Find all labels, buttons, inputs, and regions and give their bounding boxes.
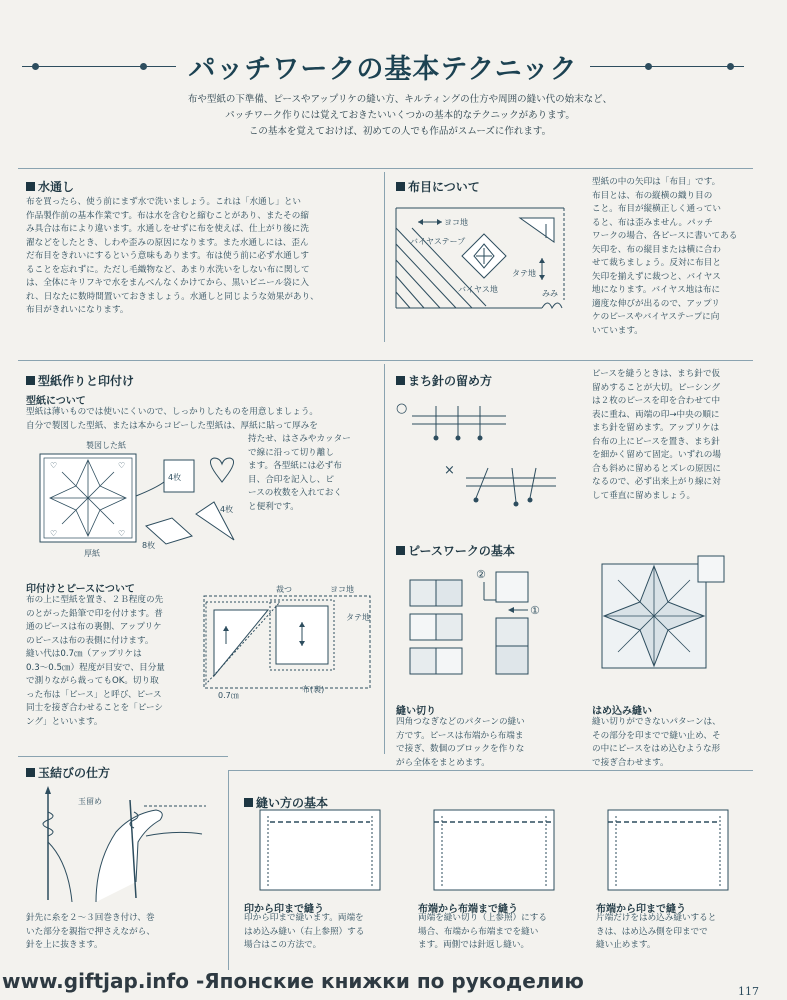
pattern-label-4b: 4枚 xyxy=(220,505,234,514)
divider-low-left xyxy=(18,756,228,757)
nunome-text: 型紙の中の矢印は「布目」です。 布目とは、布の縦横の織り目の こと。布目が縦横正しく通ってい ると、布は歪みません。パッチ ワークの場合、各ピースに書いてある 矢印を、布の縦目または横に合わ せて裁ちましょう。反対に布目と 矢印を揃えずに裁つと、バイヤス 地になります。バイヤス地は布に 適度な伸びが出るので、アップリ ケのピースやバイヤステープに向 いています。 xyxy=(592,177,738,336)
grain-label-tate: タテ地 xyxy=(512,269,536,278)
machibari-text: ピースを縫うときは、まち針で仮 留めすることが大切。ピーシング は２枚のピースを印を合わせて中 表に重ね、両端の印→中央の順に まち針を留めます。アップリケは 台布の上にピースを置き、まち針 を細かく留めて固定。いずれの場 合も斜めに留めるとズレの原因に なるので、必ず出来上がり線に対 して垂直に留めましょう。 xyxy=(592,369,721,501)
sewing-figure-2 xyxy=(418,808,558,894)
nuikata-item1-text: 印から印まで縫います。両端を はめ込み縫い（右上参照）する 場合はこの方法で。 xyxy=(244,913,365,950)
pattern-label-4a: 4枚 xyxy=(168,473,182,482)
marking-label-yoko: ヨコ地 xyxy=(330,585,354,594)
title-rule-left xyxy=(22,66,176,67)
piecework-sub1: 縫い切り xyxy=(396,706,436,717)
divider-v2 xyxy=(384,364,385,754)
piecework-step2: ② xyxy=(476,568,486,581)
svg-text:♡: ♡ xyxy=(50,461,58,470)
nuikata-item2-text: 両端を縫い切り（上参照）にする 場合、布端から布端までを縫い ます。両側では針返し縫い。 xyxy=(418,913,547,950)
piecework-text2: 縫い切りができないパターンは、 その部分を印までで縫い止め、そ の中にピースをはめ込むような形 で接ぎ合わせます。 xyxy=(592,717,721,768)
mizutoshi-text: 布を買ったら、使う前にまず水で洗いましょう。これは「水通し」とい 作品製作前の基本作業です。布は水を含むと縮むことがあり、またその縮 み具合は布により違います。水通しをせずに布を使えば、仕上がり後に洗 濯などをしたとき、しわや歪みの原因になります。また水通しには、歪ん だ布目をきれいにするという意味もあります。布は使う前に必ず水通しす ることを忘れずに。ただし毛織物など、あまり水洗いをしない布に関して は、全体にキリフキで水をまんべんなくかけてから、黒いビニール袋に入 れ、日なたに数時間置いておきましょう。水通しと同じような効果があり、 布目がきれいになります。 xyxy=(26,197,319,315)
divider-v1 xyxy=(384,172,385,342)
sewing-figure-1 xyxy=(244,808,384,894)
marking-label-tatsu: 裁つ xyxy=(276,585,292,594)
marking-label-ura: 布(裏) xyxy=(302,685,325,694)
pattern-label-atsugami: 厚紙 xyxy=(84,549,100,558)
nuikata-item1-title: 印から印まで縫う xyxy=(244,904,324,915)
nuikata-item3-text: 片端だけをはめ込み縫いすると きは、はめ込み側を印までで 縫い止めます。 xyxy=(596,913,717,950)
svg-text:♡: ♡ xyxy=(50,529,58,538)
pin-ng-mark: × xyxy=(444,463,455,478)
pin-figure xyxy=(392,394,568,520)
page-title: パッチワークの基本テクニック xyxy=(188,53,578,85)
title-rule-right xyxy=(590,66,744,67)
section-mizutoshi-heading: 水通し xyxy=(26,178,74,195)
piecework-step1: ① xyxy=(530,604,540,617)
section-tamamusubi-heading: 玉結びの仕方 xyxy=(26,764,110,781)
pattern-label-seizu: 製図した紙 xyxy=(86,441,126,450)
marking-label-tate: タテ地 xyxy=(346,613,370,622)
marking-label-seam: 0.7㎝ xyxy=(218,691,239,700)
page-number: 117 xyxy=(738,985,759,998)
grain-label-bias: バイヤス地 xyxy=(458,285,498,294)
knot-label-tamadome: 玉留め xyxy=(78,797,102,806)
pin-ok-mark: ○ xyxy=(396,401,408,416)
section-katagami-heading: 型紙作りと印付け xyxy=(26,372,134,389)
intro-text: 布や型紙の下準備、ピースやアップリケの縫い方、キルティングの仕方や周囲の縫い代の始末など、 パッチワーク作りには覚えておきたいいくつかの基本的なテクニックがあります。 この基本を覚えておけば、初めての人でも作品がスムーズに作れます。 xyxy=(187,94,613,137)
knot-figure xyxy=(26,782,222,906)
piecework-text1: 四角つなぎなどのパターンの縫い 方です。ピースは布端から布端ま で接ぎ、数個のブロックを作りな がら全体をまとめます。 xyxy=(396,717,525,768)
pattern-label-8: 8枚 xyxy=(142,541,156,550)
grain-figure xyxy=(392,200,570,315)
section-machibari-heading: まち針の留め方 xyxy=(396,372,492,389)
section-nuikata-heading: 縫い方の基本 xyxy=(244,794,328,811)
grain-label-bias-tape: バイヤステープ xyxy=(410,237,466,246)
pattern-figure xyxy=(30,436,248,560)
katagami-text1b: 持たせ、はさみやカッター で線に沿って切り離し ます。各型紙には必ず布 目、合印を記入し、ピ ースの枚数を入れておく と便利です。 xyxy=(248,434,351,512)
nuikata-item3-title: 布端から印まで縫う xyxy=(596,904,686,915)
katagami-sub2: 印付けとピースについて xyxy=(26,584,135,595)
svg-text:♡: ♡ xyxy=(118,461,126,470)
divider-mid xyxy=(18,360,753,361)
footer-watermark[interactable]: www.giftjap.info -Японские книжки по рукоделию xyxy=(2,969,584,993)
katagami-text1: 型紙は薄いものでは使いにくいので、しっかりしたものを用意しましょう。 自分で製図した型紙、または本からコピーした型紙は、厚紙に貼って厚みを xyxy=(26,407,319,431)
piecework-inset-figure xyxy=(592,552,732,682)
svg-text:♡: ♡ xyxy=(118,529,126,538)
katagami-sub1: 型紙について xyxy=(26,396,86,407)
grain-label-mimi: みみ xyxy=(542,289,558,298)
section-nunome-heading: 布目について xyxy=(396,178,480,195)
divider-top xyxy=(18,168,753,169)
title-bar xyxy=(22,46,744,86)
piecework-sub2: はめ込み縫い xyxy=(592,706,652,717)
piecework-cut-figure xyxy=(404,562,544,692)
nuikata-item2-title: 布端から布端まで縫う xyxy=(418,904,518,915)
divider-v3 xyxy=(228,770,229,970)
tamamusubi-text: 針先に糸を２〜３回巻き付け、巻 いた部分を親指で押さえながら、 針を上に抜きます。 xyxy=(26,913,155,950)
katagami-text2: 布の上に型紙を置き、２Ｂ程度の先 のとがった鉛筆で印を付けます。普 通のピースは布の裏側、アップリケ のピースは布の表側に付けます。 縫い代は0.7㎝（アップリケは 0.3〜0.5㎝）程度が目安で、目分量 で測りながら裁ってもOK。切り取 った布は「ピース」と呼び、ピース 同士を接ぎ合わせることを「ピーシ ング」といいます。 xyxy=(26,595,165,727)
grain-label-yoko: ヨコ地 xyxy=(444,218,468,227)
section-piecework-heading: ピースワークの基本 xyxy=(396,542,515,559)
divider-low-right xyxy=(228,770,753,771)
marking-figure xyxy=(196,580,378,702)
sewing-figure-3 xyxy=(592,808,732,894)
